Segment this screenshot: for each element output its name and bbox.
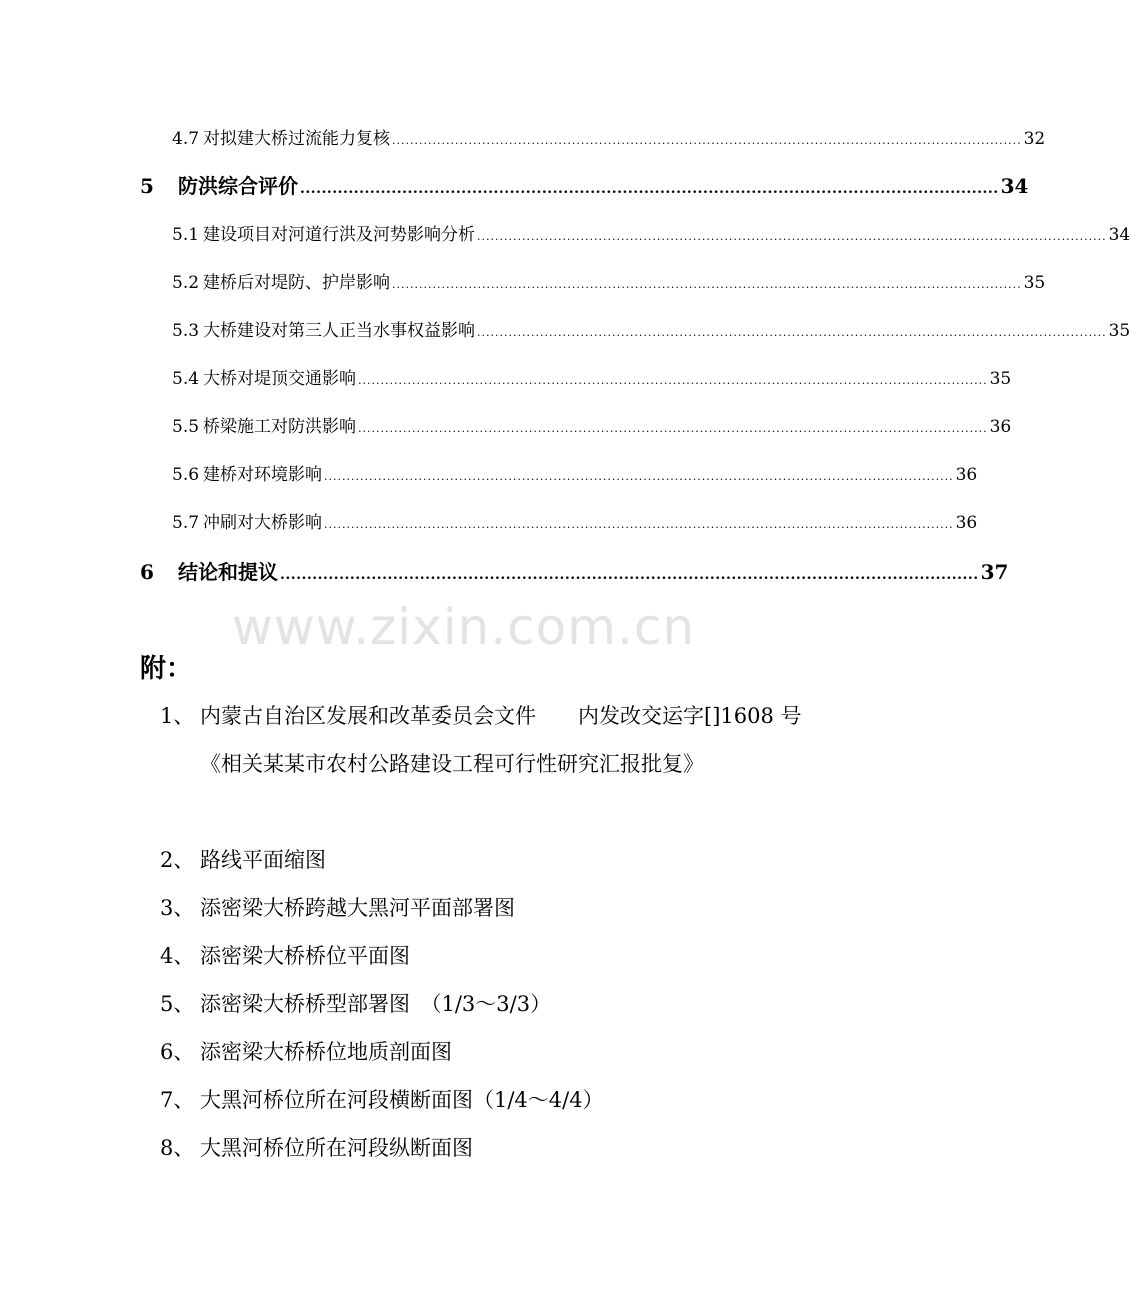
- appendix-item-text: 路线平面缩图: [200, 848, 326, 872]
- appendix-item: [160, 884, 820, 932]
- appendix-item-text: 添密梁大桥桥位地质剖面图: [200, 1040, 452, 1064]
- toc-entry-5-6[interactable]: [172, 460, 978, 486]
- appendix-item: [160, 692, 820, 788]
- toc-page-number: 32: [1023, 129, 1046, 149]
- toc-entry-6[interactable]: [140, 556, 1009, 586]
- toc-title: 大桥对堤顶交通影响: [203, 369, 357, 389]
- toc-number: 5.6: [172, 465, 200, 485]
- toc-page-number: 35: [1108, 321, 1130, 341]
- toc-entry-5-3[interactable]: [172, 316, 1130, 342]
- toc-dot-leader: ............................................................................................................................................: [358, 374, 988, 387]
- toc-title: 桥梁施工对防洪影响: [203, 417, 357, 437]
- toc-entry-4-7[interactable]: [172, 124, 1046, 150]
- toc-title: 建桥对环境影响: [203, 465, 323, 485]
- toc-title: 结论和提议: [178, 560, 278, 584]
- appendix-item: [160, 836, 820, 884]
- appendix-heading: 附：: [140, 654, 193, 684]
- toc-entry-5-2[interactable]: [172, 268, 1046, 294]
- toc-title: 冲刷对大桥影响: [203, 513, 323, 533]
- toc-number: 5: [140, 174, 154, 198]
- toc-page-number: 36: [955, 513, 978, 533]
- toc-dot-leader: ............................................................................................................................................: [324, 470, 954, 483]
- appendix-item-index: 8、: [160, 1136, 195, 1160]
- toc-number: 6: [140, 560, 154, 584]
- toc-entry-5-1[interactable]: [172, 220, 1130, 246]
- appendix-item: [160, 1028, 820, 1076]
- toc-title: 建设项目对河道行洪及河势影响分析: [203, 225, 476, 245]
- appendix-item-text: 大黑河桥位所在河段纵断面图: [200, 1136, 473, 1160]
- appendix-item: [160, 1124, 820, 1172]
- toc-entry-5[interactable]: [140, 170, 1029, 200]
- toc-dot-leader: ..................................................................................................................................: [300, 181, 999, 197]
- toc-page-number: 34: [1000, 174, 1029, 198]
- toc-entry-5-5[interactable]: [172, 412, 1012, 438]
- appendix-item-text: 添密梁大桥桥型部署图 （1/3～3/3）: [200, 992, 552, 1016]
- toc-title: 大桥建设对第三人正当水事权益影响: [203, 321, 476, 341]
- appendix-item: [160, 932, 820, 980]
- appendix-item-index: 2、: [160, 848, 195, 872]
- appendix-item-text: 添密梁大桥桥位平面图: [200, 944, 410, 968]
- appendix-item: [160, 1076, 820, 1124]
- appendix-item-index: 4、: [160, 944, 195, 968]
- watermark: www.zixin.com.cn: [232, 598, 696, 656]
- appendix-item-index: 5、: [160, 992, 195, 1016]
- toc-title: 建桥后对堤防、护岸影响: [203, 273, 391, 293]
- toc-number: 5.3: [172, 321, 200, 341]
- toc-page-number: 35: [989, 369, 1012, 389]
- toc-number: 4.7: [172, 129, 200, 149]
- appendix-item-text: 大黑河桥位所在河段横断面图（1/4～4/4）: [200, 1088, 604, 1112]
- toc-dot-leader: ............................................................................................................................................: [324, 518, 954, 531]
- toc-dot-leader: ..................................................................................................................................: [280, 567, 979, 583]
- toc-number: 5.7: [172, 513, 200, 533]
- toc-dot-leader: ............................................................................................................................................: [477, 230, 1107, 243]
- appendix-item-index: 1、: [160, 704, 195, 728]
- appendix-item: [160, 980, 820, 1028]
- toc-page-number: 36: [955, 465, 978, 485]
- toc-page-number: 37: [980, 560, 1009, 584]
- toc-number: 5.5: [172, 417, 200, 437]
- appendix-item-index: 6、: [160, 1040, 195, 1064]
- toc-dot-leader: ............................................................................................................................................: [392, 278, 1022, 291]
- toc-number: 5.2: [172, 273, 200, 293]
- appendix-item-index: 7、: [160, 1088, 195, 1112]
- toc-title: 防洪综合评价: [178, 174, 298, 198]
- appendix-item-text: 添密梁大桥跨越大黑河平面部署图: [200, 896, 515, 920]
- toc-page-number: 34: [1108, 225, 1130, 245]
- toc-page-number: 35: [1023, 273, 1046, 293]
- appendix-item-index: 3、: [160, 896, 195, 920]
- toc-number: 5.1: [172, 225, 200, 245]
- toc-title: 对拟建大桥过流能力复核: [203, 129, 391, 149]
- toc-page-number: 36: [989, 417, 1012, 437]
- toc-entry-5-4[interactable]: [172, 364, 1012, 390]
- toc-dot-leader: ............................................................................................................................................: [477, 326, 1107, 339]
- toc-dot-leader: ............................................................................................................................................: [358, 422, 988, 435]
- appendix-item-text: 内蒙古自治区发展和改革委员会文件 内发改交运字[]1608 号《相关某某市农村公路建设工程可行性研究汇报批复》: [200, 704, 802, 776]
- toc-entry-5-7[interactable]: [172, 508, 978, 534]
- toc-number: 5.4: [172, 369, 200, 389]
- toc-dot-leader: ............................................................................................................................................: [392, 134, 1022, 147]
